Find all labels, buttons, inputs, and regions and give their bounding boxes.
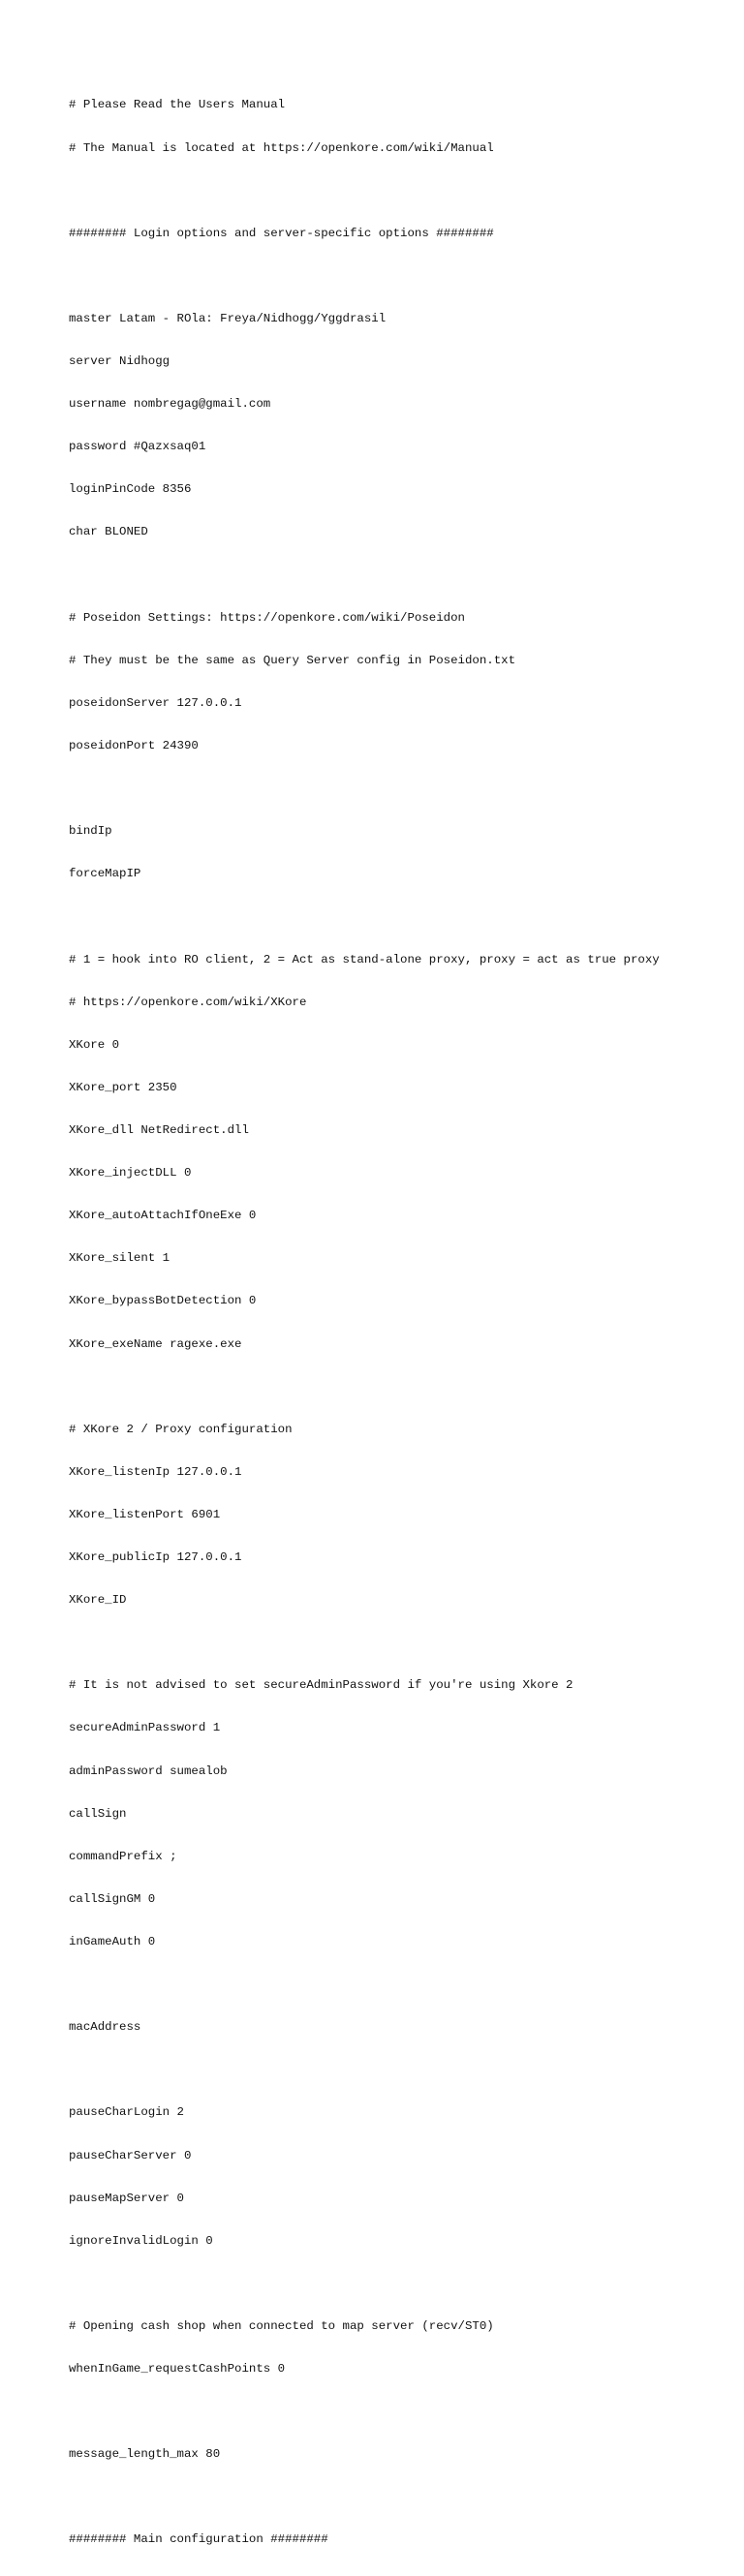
config-line: XKore_listenPort 6901: [69, 1507, 221, 1521]
config-line: XKore_exeName ragexe.exe: [69, 1336, 242, 1351]
blank-line: [69, 184, 660, 199]
config-line: XKore_autoAttachIfOneExe 0: [69, 1209, 257, 1223]
blank-line: [69, 2063, 660, 2077]
blank-line: [69, 1636, 660, 1650]
blank-line: [69, 1978, 660, 1992]
config-line: XKore_silent 1: [69, 1251, 170, 1266]
config-line: poseidonPort 24390: [69, 739, 199, 752]
config-text: [69, 70, 660, 2576]
config-line: XKore_injectDLL 0: [69, 1166, 192, 1181]
config-line: bindIp: [69, 824, 112, 839]
config-line: inGameAuth 0: [69, 1935, 156, 1948]
blank-line: [69, 2490, 660, 2504]
blank-line: [69, 2277, 660, 2291]
blank-line: [69, 2405, 660, 2419]
config-line: server Nidhogg: [69, 354, 170, 369]
config-line: adminPassword sumealob: [69, 1763, 228, 1778]
config-line: char BLONED: [69, 525, 148, 539]
config-line: pauseCharServer 0: [69, 2148, 192, 2162]
comment-line: # The Manual is located at https://openkore.com/wiki/Manual: [69, 140, 494, 155]
comment-line: # https://openkore.com/wiki/XKore: [69, 995, 307, 1009]
config-line: XKore_ID: [69, 1593, 127, 1608]
config-line: XKore 0: [69, 1037, 120, 1052]
config-line: callSign: [69, 1806, 127, 1821]
config-line: XKore_dll NetRedirect.dll: [69, 1122, 249, 1137]
config-line: username nombregag@gmail.com: [69, 397, 271, 412]
comment-line: # They must be the same as Query Server config in Poseidon.txt: [69, 653, 516, 667]
blank-line: [69, 1380, 660, 1395]
config-line: XKore_bypassBotDetection 0: [69, 1294, 257, 1308]
comment-line: # Please Read the Users Manual: [69, 98, 286, 112]
comment-line: # XKore 2 / Proxy configuration: [69, 1422, 293, 1436]
config-line: ignoreInvalidLogin 0: [69, 2233, 213, 2248]
config-line: forceMapIP: [69, 867, 141, 881]
section-header: ######## Main configuration ########: [69, 2532, 328, 2547]
config-line: poseidonServer 127.0.0.1: [69, 695, 242, 710]
config-line: pauseCharLogin 2: [69, 2105, 184, 2120]
config-line: XKore_listenIp 127.0.0.1: [69, 1464, 242, 1479]
config-line: pauseMapServer 0: [69, 2191, 184, 2205]
blank-line: [69, 782, 660, 796]
comment-line: # Opening cash shop when connected to map server (recv/ST0): [69, 2318, 494, 2333]
blank-line: [69, 909, 660, 924]
config-line: macAddress: [69, 2020, 141, 2035]
comment-line: # 1 = hook into RO client, 2 = Act as stand-alone proxy, proxy = act as true proxy: [69, 952, 660, 966]
config-line: callSignGM 0: [69, 1891, 156, 1906]
config-line: password #Qazxsaq01: [69, 440, 206, 454]
config-line: master Latam - ROla: Freya/Nidhogg/Yggdrasil: [69, 311, 387, 325]
config-line: XKore_port 2350: [69, 1080, 177, 1094]
blank-line: [69, 269, 660, 284]
comment-line: # Poseidon Settings: https://openkore.com/wiki/Poseidon: [69, 610, 465, 625]
config-line: secureAdminPassword 1: [69, 1721, 221, 1735]
config-line: message_length_max 80: [69, 2447, 221, 2462]
comment-line: # It is not advised to set secureAdminPassword if you're using Xkore 2: [69, 1678, 574, 1693]
blank-line: [69, 568, 660, 583]
config-line: XKore_publicIp 127.0.0.1: [69, 1550, 242, 1565]
config-line: loginPinCode 8356: [69, 482, 192, 497]
config-line: whenInGame_requestCashPoints 0: [69, 2362, 286, 2377]
config-line: commandPrefix ;: [69, 1849, 177, 1863]
section-header: ######## Login options and server-specific options ########: [69, 226, 494, 240]
